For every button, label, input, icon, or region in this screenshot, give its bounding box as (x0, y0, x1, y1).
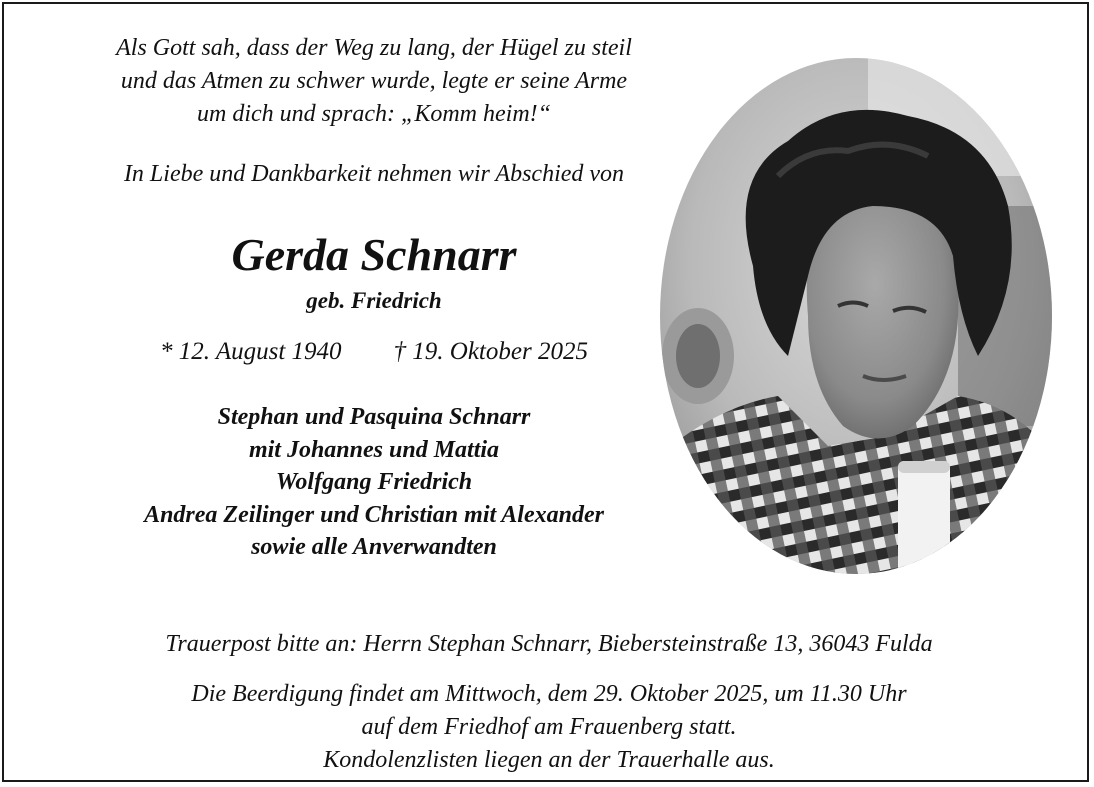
deceased-name: Gerda Schnarr (231, 229, 517, 280)
birth-date: * 12. August 1940 (160, 338, 342, 365)
mourner-line: Andrea Zeilinger und Christian mit Alexander (144, 501, 604, 528)
obituary-card (2, 2, 1089, 782)
portrait-photo (658, 56, 1054, 576)
verse-line: um dich und sprach: „Komm heim!“ (197, 101, 551, 127)
death-date: † 19. Oktober 2025 (393, 338, 588, 365)
funeral-info (24, 678, 1074, 777)
funeral-line: Kondolenzlisten liegen an der Trauerhalle aus. (323, 747, 775, 773)
funeral-line: auf dem Friedhof am Frauenberg statt. (361, 714, 737, 740)
verse-line: und das Atmen zu schwer wurde, legte er seine Arme (120, 68, 628, 94)
intro-text: In Liebe und Dankbarkeit nehmen wir Abschied von (123, 161, 625, 187)
mourner-line: mit Johannes und Mattia (248, 436, 500, 463)
life-dates (44, 336, 704, 368)
mourner-line: sowie alle Anverwandten (251, 534, 497, 560)
mourners-list (44, 401, 704, 564)
verse-line: Als Gott sah, dass der Weg zu lang, der Hügel zu steil (116, 35, 632, 61)
born-name: geb. Friedrich (306, 288, 442, 313)
funeral-line: Die Beerdigung findet am Mittwoch, dem 29. Oktober 2025, um 11.30 Uhr (191, 681, 907, 707)
mourner-line: Wolfgang Friedrich (275, 469, 473, 495)
verse (44, 32, 704, 131)
mail-address: Trauerpost bitte an: Herrn Stephan Schnarr, Biebersteinstraße 13, 36043 Fulda (165, 631, 933, 657)
mourner-line: Stephan und Pasquina Schnarr (217, 404, 531, 430)
portrait-image (658, 56, 1054, 576)
